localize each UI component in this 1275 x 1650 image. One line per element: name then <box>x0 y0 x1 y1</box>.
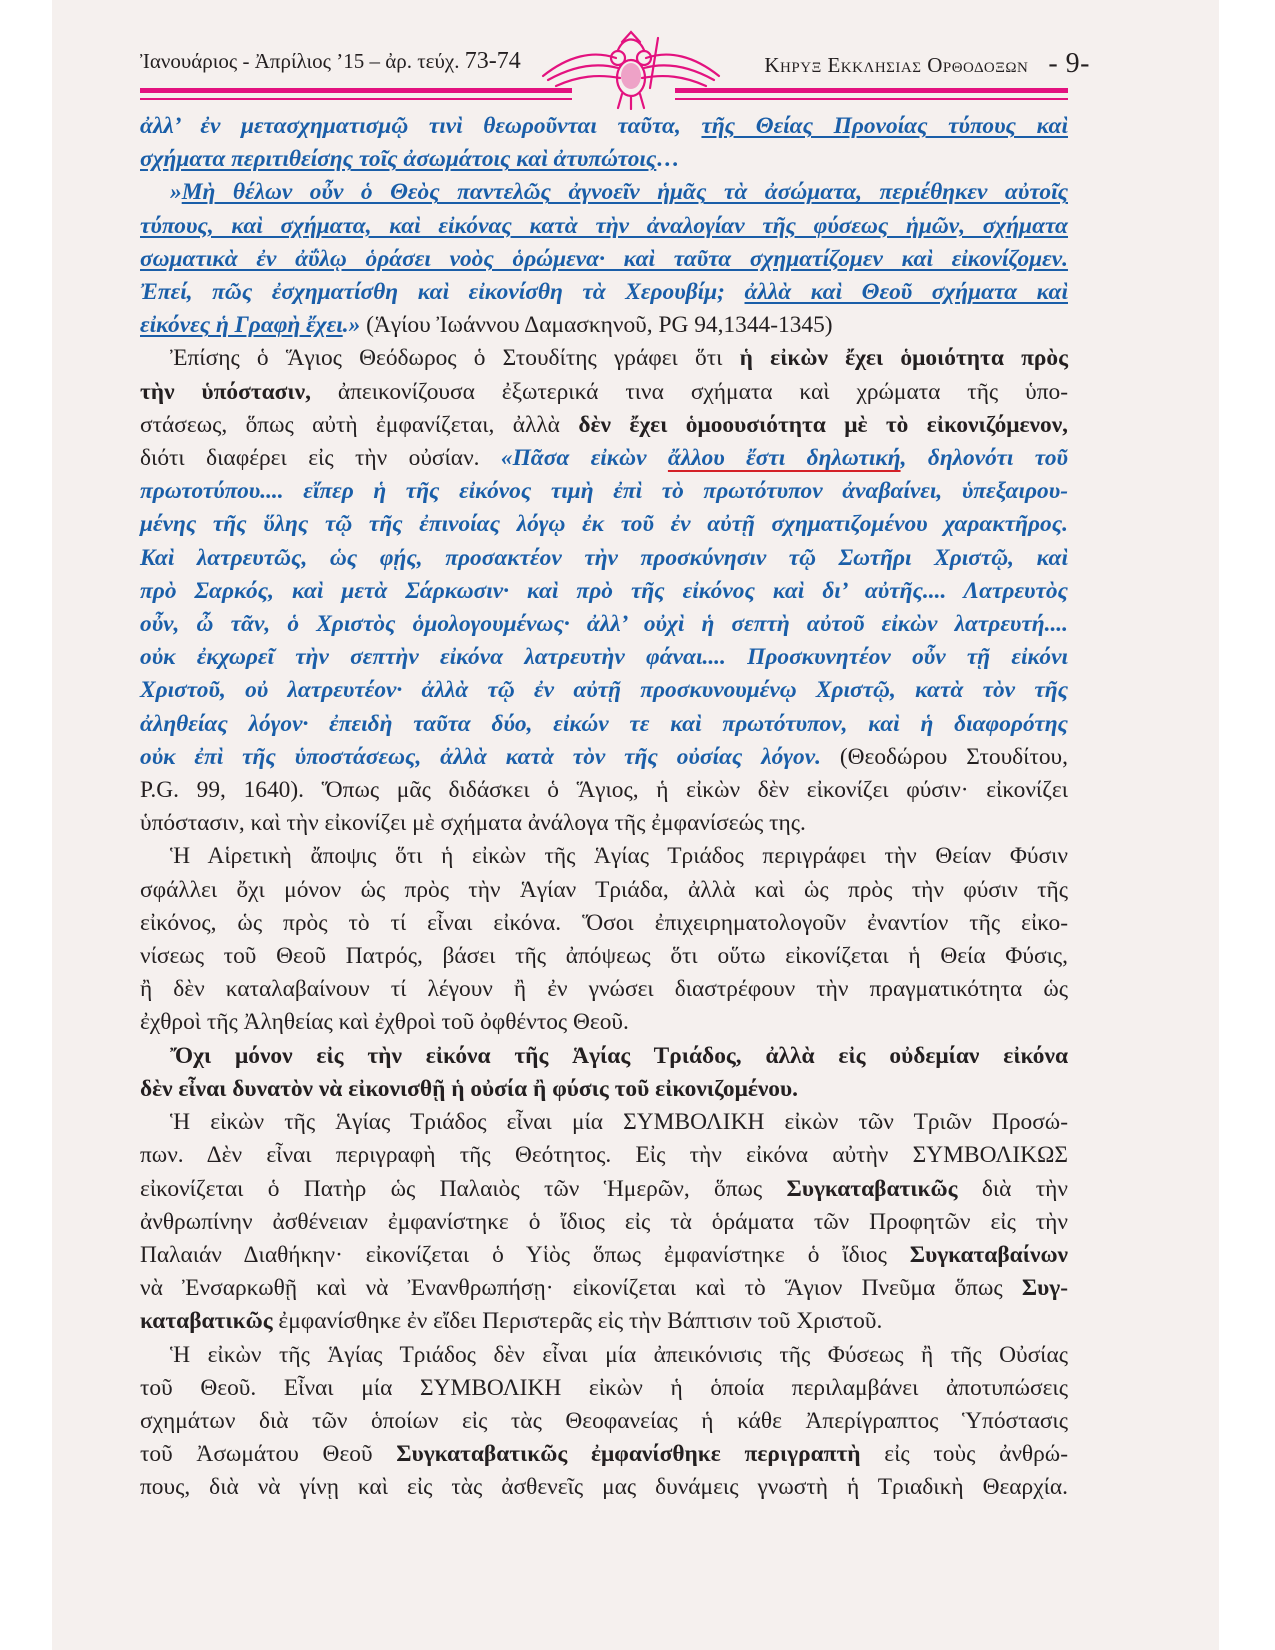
text-line: ἐχθροὶ τῆς Ἀληθείας καὶ ἐχθροὶ τοῦ ὀφθέντος Θεοῦ. <box>140 1009 629 1036</box>
text-line: »Μὴ θέλων οὖν ὁ Θεὸς παντελῶς ἀγνοεῖν ἡμᾶς τὰ ἀσώματα, περιέθηκεν αὐτοῖς <box>170 179 1068 206</box>
text-line: μένης τῆς ὕλης τῷ τῆς ἐπινοίας λόγῳ ἐκ τοῦ ἐν αὐτῇ σχηματιζομένου χαρακτῆρος. <box>140 511 1068 538</box>
journal-title: Κηρυξ Εκκλησιας Ορθοδοξων <box>764 53 1029 77</box>
text-line: οὖν, ὦ τᾶν, ὁ Χριστὸς ὁμολογουμένως· ἀλλ’ οὐχὶ ἡ σεπτὴ αὐτοῦ εἰκὼν λατρευτή.... <box>140 611 1068 638</box>
text-line: σφάλλει ὄχι μόνον ὡς πρὸς τὴν Ἁγίαν Τριάδα, ἀλλὰ καὶ ὡς πρὸς τὴν φύσιν τῆς <box>140 876 1068 903</box>
emphasis-line: Ὄχι μόνον εἰς τὴν εἰκόνα τῆς Ἁγίας Τριάδος, ἀλλὰ εἰς οὐδεμίαν εἰκόνα <box>170 1042 1068 1069</box>
text-line: ἀλλ’ ἐν μετασχηματισμῷ τινὶ θεωροῦνται ταῦτα, τῆς Θείας Προνοίας τύπους καὶ <box>140 113 1068 139</box>
text-line: τοῦ Θεοῦ. Εἶναι μία ΣΥΜΒΟΛΙΚΗ εἰκὼν ἡ ὁποία περιλαμβάνει ἀποτυπώσεις <box>140 1374 1068 1401</box>
issue-date: Ἰανουάριος - Ἀπρίλιος ’15 – ἀρ. τεύχ. <box>140 49 460 73</box>
text-line: πρὸ Σαρκός, καὶ μετὰ Σάρκωσιν· καὶ πρὸ τῆς εἰκόνος καὶ δι’ αὐτῆς.... Λατρευτὸς <box>140 577 1068 604</box>
text-line: στάσεως, ὅπως αὐτὴ ἐμφανίζεται, ἀλλὰ δὲν ἔχει ὁμοουσιότητα μὲ τὸ εἰκονιζόμενον, <box>140 411 1068 438</box>
emphasis-line: δὲν εἶναι δυνατὸν νὰ εἰκονισθῇ ἡ οὐσία ἢ φύσις τοῦ εἰκονιζομένου. <box>140 1075 798 1102</box>
text-line: P.G. 99, 1640). Ὅπως μᾶς διδάσκει ὁ Ἅγιος, ἡ εἰκὼν δὲν εἰκονίζει φύσιν· εἰκονίζει <box>140 777 1068 804</box>
text-line: τὴν ὑπόστασιν, ἀπεικονίζουσα ἐξωτερικά τινα σχήματα καὶ χρώματα τῆς ὑπο- <box>140 378 1068 405</box>
text-line: Χριστοῦ, οὐ λατρευτέον· ἀλλὰ τῷ ἐν αὐτῇ προσκυνουμένῳ Χριστῷ, κατὰ τὸν τῆς <box>140 677 1068 704</box>
text-line: Ἐπίσης ὁ Ἅγιος Θεόδωρος ὁ Στουδίτης γράφει ὅτι ἡ εἰκὼν ἔχει ὁμοιότητα πρὸς <box>170 345 1068 372</box>
text-line: οὐκ ἐπὶ τῆς ὑποστάσεως, ἀλλὰ κατὰ τὸν τῆς οὐσίας λόγον. (Θεοδώρου Στουδίτου, <box>140 743 1068 770</box>
text-line: οὐκ ἐκχωρεῖ τὴν σεπτὴν εἰκόνα λατρευτὴν φάναι.... Προσκυνητέον οὖν τῇ εἰκόνι <box>140 644 1068 671</box>
text-line: πων. Δὲν εἶναι περιγραφὴ τῆς Θεότητος. Εἰς τὴν εἰκόνα αὐτὴν ΣΥΜΒΟΛΙΚΩΣ <box>140 1142 1068 1169</box>
text-line: νὰ Ἐνσαρκωθῇ καὶ νὰ Ἐνανθρωπήσῃ· εἰκονίζεται καὶ τὸ Ἅγιον Πνεῦμα ὅπως Συγ- <box>140 1275 1068 1302</box>
text-line: διότι διαφέρει εἰς τὴν οὐσίαν. «Πᾶσα εἰκὼν ἄλλου ἔστι δηλωτική, δηλονότι τοῦ <box>140 445 1068 472</box>
text-line: Ἡ εἰκὼν τῆς Ἁγίας Τριάδος δὲν εἶναι μία ἀπεικόνισις τῆς Φύσεως ἢ τῆς Οὐσίας <box>170 1341 1068 1368</box>
journal-title-block <box>764 48 1090 80</box>
text-line: καταβατικῶς ἐμφανίσθηκε ἐν εἴδει Περιστερᾶς εἰς τὴν Βάπτισιν τοῦ Χριστοῦ. <box>140 1308 883 1335</box>
text-line: ἀληθείας λόγον· ἐπειδὴ ταῦτα δύο, εἰκών τε καὶ πρωτότυπον, καὶ ἡ διαφορότης <box>140 710 1068 737</box>
header-rule-left <box>140 88 572 93</box>
text-line: Καὶ λατρευτῶς, ὡς φῄς, προσακτέον τὴν προσκύνησιν τῷ Σωτῆρι Χριστῷ, καὶ <box>140 544 1068 571</box>
citation: (Θεοδώρου Στουδίτου, <box>820 743 1068 770</box>
header-rule-left-thin <box>140 98 572 100</box>
text-line: τοῦ Ἀσωμάτου Θεοῦ Συγκαταβατικῶς ἐμφανίσθηκε περιγραπτὴ εἰς τοὺς ἀνθρώ- <box>140 1441 1068 1468</box>
header-rule-right <box>675 88 1068 93</box>
article-body <box>140 110 1068 1505</box>
text-line: πρωτοτύπου.... εἴπερ ἡ τῆς εἰκόνος τιμὴ ἐπὶ τὸ πρωτότυπον ἀναβαίνει, ὑπεξαιρου- <box>140 478 1068 505</box>
text-line: Ἡ εἰκὼν τῆς Ἁγίας Τριάδος εἶναι μία ΣΥΜΒΟΛΙΚΗ εἰκὼν τῶν Τριῶν Προσώ- <box>170 1109 1068 1136</box>
header-rule-right-thin <box>675 98 1068 100</box>
text-line: σχημάτων διὰ τῶν ὁποίων εἰς τὰς Θεοφανείας ἡ κάθε Ἀπερίγραπτος Ὑπόστασις <box>140 1407 1068 1434</box>
text-line: Ἐπεί, πῶς ἐσχηματίσθη καὶ εἰκονίσθη τὰ Χερουβίμ; ἀλλὰ καὶ Θεοῦ σχήματα καὶ <box>140 279 1068 306</box>
double-headed-eagle-icon <box>538 28 724 110</box>
text-line: Ἡ Αἱρετικὴ ἄποψις ὅτι ἡ εἰκὼν τῆς Ἁγίας Τριάδος περιγράφει τὴν Θείαν Φύσιν <box>170 843 1068 870</box>
text-line: ἀνθρωπίνην ἀσθένειαν ἐμφανίστηκε ὁ ἴδιος εἰς τὰ ὁράματα τῶν Προφητῶν εἰς τὴν <box>140 1208 1068 1235</box>
text-line: εἰκόνες ἡ Γραφὴ ἔχει.» (Ἁγίου Ἰωάννου Δαμασκηνοῦ, PG 94,1344-1345) <box>140 312 833 339</box>
citation: (Ἁγίου Ἰωάννου Δαμασκηνοῦ, PG 94,1344-1345) <box>360 312 833 339</box>
text-line: σωματικὰ ἐν ἀΰλῳ ὁράσει νοὸς ὁρώμενα· καὶ ταῦτα σχηματίζομεν καὶ εἰκονίζομεν. <box>140 245 1068 272</box>
text-line: εἰκονίζεται ὁ Πατὴρ ὡς Παλαιὸς τῶν Ἡμερῶν, ὅπως Συγκαταβατικῶς διὰ τὴν <box>140 1175 1068 1202</box>
issue-number: 73-74 <box>464 48 521 74</box>
text-line: πους, διὰ νὰ γίνῃ καὶ εἰς τὰς ἀσθενεῖς μας δυνάμεις γνωστὴ ἡ Τριαδικὴ Θεαρχία. <box>140 1474 1068 1501</box>
text-line: Παλαιάν Διαθήκην· εἰκονίζεται ὁ Υἱὸς ὅπως ἐμφανίστηκε ὁ ἴδιος Συγκαταβαίνων <box>140 1241 1068 1268</box>
text-line: τύπους, καὶ σχήματα, καὶ εἰκόνας κατὰ τὴν ἀναλογίαν τῆς φύσεως ἡμῶν, σχήματα <box>140 212 1068 239</box>
text-line: εἰκόνος, ὡς πρὸς τὸ τί εἶναι εἰκόνα. Ὅσοι ἐπιχειρηματολογοῦν ἐναντίον τῆς εἰκο- <box>140 909 1068 936</box>
text-line: ὑπόστασιν, καὶ τὴν εἰκονίζει μὲ σχήματα ἀνάλογα τῆς ἐμφανίσεώς της. <box>140 810 806 837</box>
red-underlined-phrase: ἄλλου ἔστι δηλωτική <box>667 445 901 472</box>
text-line: ἢ δὲν καταλαβαίνουν τί λέγουν ἢ ἐν γνώσει διαστρέφουν τὴν πραγματικότητα ὡς <box>140 976 1068 1003</box>
text-line: σχήματα περιτιθείσης τοῖς ἀσωμάτοις καὶ ἀτυπώτοις… <box>140 146 680 173</box>
text-line: νίσεως τοῦ Θεοῦ Πατρός, βάσει τῆς ἀπόψεως ὅτι οὕτω εἰκονίζεται ἡ Θεία Φύσις, <box>140 943 1068 970</box>
page-number: - 9- <box>1048 48 1090 79</box>
issue-info <box>140 48 521 75</box>
